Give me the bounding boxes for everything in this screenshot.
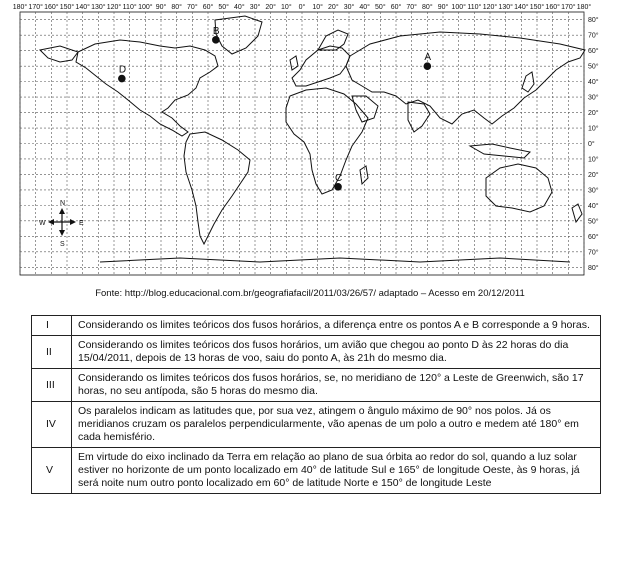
longitude-label: 60° <box>202 4 214 11</box>
arabia-outline <box>352 96 378 122</box>
statement-text: Em virtude do eixo inclinado da Terra em relação ao plano de sua órbita ao redor do sol, quando a luz solar estiver no horizonte de um ponto localizado em 40° de latitude Sul e 165° de longitude Oeste, às 9 horas, já será noite num outro ponto localizado em 60° de latitude Norte e 150° de longitude Leste <box>72 448 601 494</box>
latitude-label: 80° <box>588 264 599 272</box>
coordinate-grid <box>13 3 599 275</box>
australia-outline <box>486 164 552 212</box>
statement-number: III <box>32 369 72 402</box>
statement-text: Considerando os limites teóricos dos fusos horários, um avião que chegou ao ponto D às 22 horas do dia 15/04/2011, depois de 13 horas de voo, saiu do ponto A, às 21h do mesmo dia. <box>72 336 601 369</box>
longitude-label: 100° <box>451 4 466 11</box>
longitude-label: 20° <box>328 4 339 11</box>
longitude-label: 130° <box>91 4 106 11</box>
statement-row <box>32 316 601 336</box>
latitude-label: 20° <box>588 171 599 179</box>
longitude-label: 70° <box>187 4 198 11</box>
new-zealand-outline <box>572 204 582 222</box>
latitude-label: 40° <box>588 79 599 87</box>
longitude-label: 90° <box>437 4 449 11</box>
longitude-label: 80° <box>171 4 182 11</box>
longitude-label: 70° <box>406 4 417 11</box>
longitude-label: 0° <box>298 4 306 11</box>
longitude-label: 130° <box>498 4 513 11</box>
latitude-label: 60° <box>588 48 599 56</box>
longitude-label: 140° <box>514 4 529 11</box>
britain-outline <box>290 56 298 70</box>
map-point-label-d: D <box>118 64 127 76</box>
longitude-label: 50° <box>218 4 229 11</box>
statement-text: Os paralelos indicam as latitudes que, por sua vez, atingem o ângulo máximo de 90° nos polos. Já os meridianos cruzam os paralelos perpendicularmente, vão apenas de um polo a outro e medem até 180° em cada hemisfério. <box>72 402 601 448</box>
latitude-label: 30° <box>588 187 599 195</box>
statement-text: Considerando os limites teóricos dos fusos horários, se, no meridiano de 120° a Leste de Greenwich, são 17 horas, no seu antípoda, são 5 horas do mesmo dia. <box>72 369 601 402</box>
map-point-c <box>334 183 342 191</box>
map-point-label-c: C <box>335 172 343 184</box>
longitude-label: 10° <box>281 4 292 11</box>
longitude-label: 110° <box>122 4 137 11</box>
latitude-label: 60° <box>588 233 599 241</box>
latitude-label: 80° <box>588 17 599 25</box>
map-point-label-a: A <box>424 52 432 64</box>
longitude-label: 170° <box>561 4 576 11</box>
longitude-label: 100° <box>138 4 153 11</box>
longitude-label: 120° <box>106 4 122 11</box>
compass-rose <box>39 200 84 248</box>
latitude-label: 50° <box>588 63 599 71</box>
world-map <box>0 0 620 285</box>
latitude-label: 0° <box>588 141 595 148</box>
statement-row <box>32 336 601 369</box>
statement-row <box>32 369 601 402</box>
longitude-label: 110° <box>467 4 482 11</box>
longitude-label: 120° <box>482 4 498 11</box>
continents <box>40 16 585 262</box>
longitude-label: 40° <box>359 4 370 11</box>
longitude-label: 90° <box>155 4 167 11</box>
statement-number: I <box>32 316 72 336</box>
longitude-label: 50° <box>375 4 386 11</box>
longitude-label: 30° <box>343 4 355 11</box>
asia-outline <box>346 32 585 124</box>
india-outline <box>408 102 430 132</box>
map-point-b <box>212 36 220 44</box>
latitude-label: 10° <box>588 125 599 133</box>
longitude-label: 180° <box>12 4 28 11</box>
statements-table <box>31 315 601 494</box>
map-source-caption: Fonte: http://blog.educacional.com.br/geografiafacil/2011/03/26/57/ adaptado – Acesso em 20/12/2011 <box>95 288 525 299</box>
indonesia-outline <box>470 144 530 158</box>
longitude-label: 150° <box>529 4 545 11</box>
south-america-outline <box>184 132 250 244</box>
africa-outline <box>286 88 368 194</box>
longitude-label: 160° <box>44 4 59 11</box>
longitude-label: 10° <box>312 4 323 11</box>
statement-text: Considerando os limites teóricos dos fusos horários, a diferença entre os pontos A e B corresponde a 9 horas. <box>72 316 601 336</box>
map-svg <box>0 0 620 285</box>
latitude-label: 40° <box>588 202 599 210</box>
map-point-label-b: B <box>212 25 220 37</box>
north-america-outline <box>76 40 218 136</box>
compass-w: W <box>39 220 46 227</box>
longitude-label: 40° <box>234 4 245 11</box>
antarctica-outline <box>100 258 570 262</box>
latitude-label: 10° <box>588 156 599 164</box>
longitude-label: 180° <box>576 4 592 11</box>
longitude-label: 20° <box>265 4 276 11</box>
madagascar-outline <box>360 166 368 184</box>
compass-n: N <box>60 200 66 207</box>
statement-number: II <box>32 336 72 369</box>
latitude-label: 70° <box>588 249 599 257</box>
compass-s: S <box>60 241 65 248</box>
longitude-label: 170° <box>28 4 43 11</box>
latitude-label: 50° <box>588 218 599 226</box>
map-point-a <box>424 62 432 70</box>
latitude-label: 20° <box>588 110 599 118</box>
longitude-label: 60° <box>390 4 402 11</box>
compass-e: E <box>79 220 84 227</box>
longitude-label: 80° <box>422 4 433 11</box>
longitude-label: 30° <box>249 4 261 11</box>
longitude-label: 150° <box>59 4 75 11</box>
statement-row <box>32 448 601 494</box>
alaska-outline <box>40 46 78 62</box>
latitude-label: 70° <box>588 32 599 40</box>
map-point-d <box>118 75 126 83</box>
latitude-label: 30° <box>588 94 599 102</box>
longitude-label: 140° <box>75 4 90 11</box>
statement-row <box>32 402 601 448</box>
statement-number: V <box>32 448 72 494</box>
statement-number: IV <box>32 402 72 448</box>
japan-outline <box>522 72 534 92</box>
longitude-label: 160° <box>545 4 560 11</box>
